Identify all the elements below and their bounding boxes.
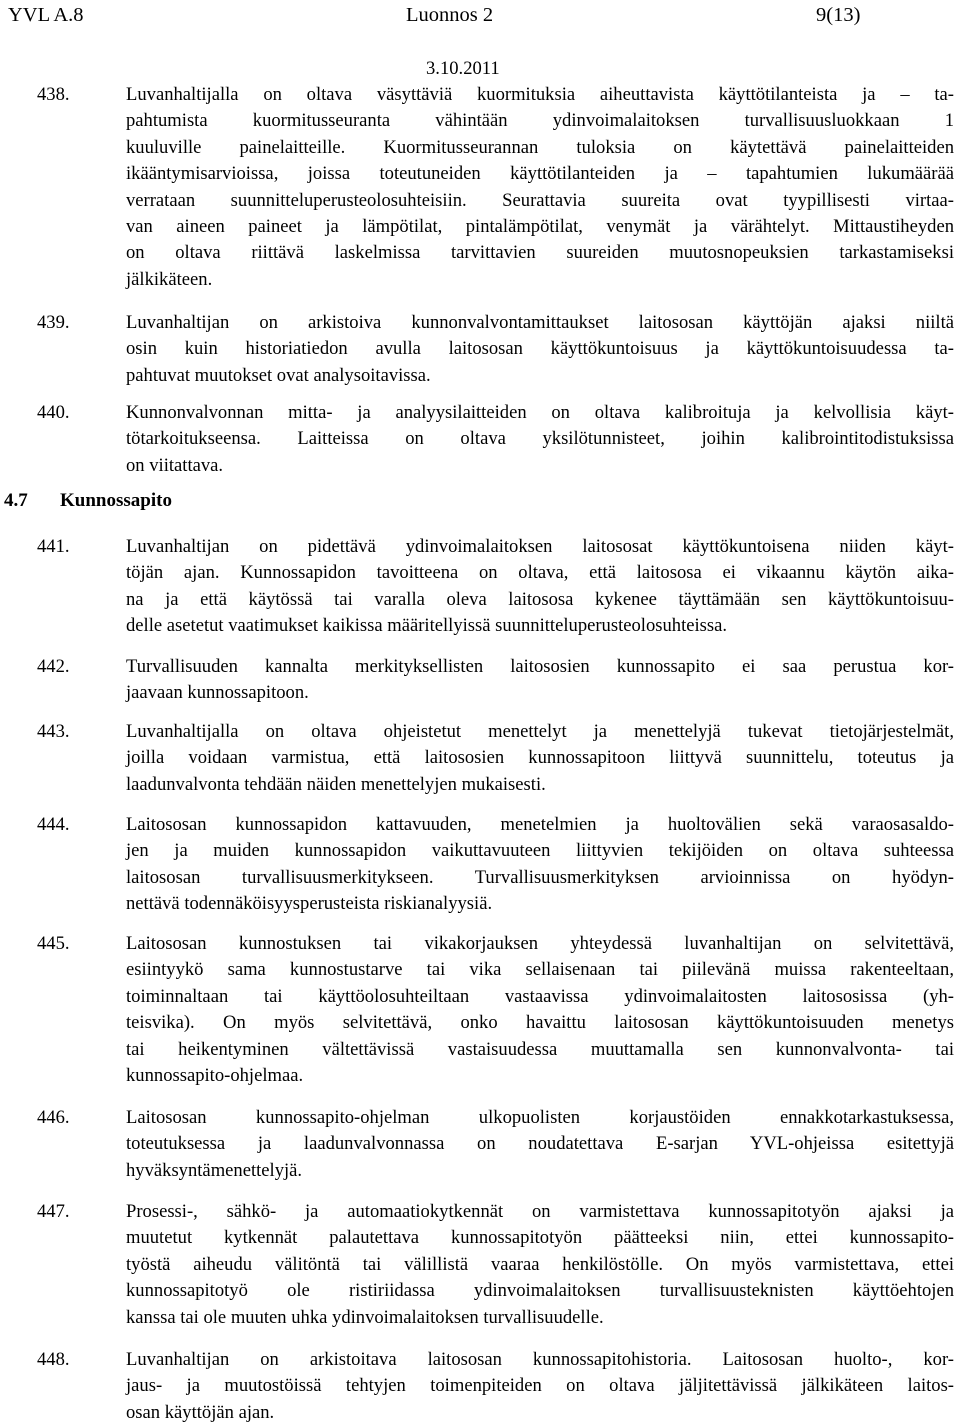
text-line: laadunvalvonta tehdään näiden menettelyjen mukaisesti. (126, 773, 546, 795)
paragraph-441 (0, 534, 960, 640)
text-line: toteutuksessa ja laadunvalvonnassa on noudatettava E-sarjan YVL-ohjeissa esitettyjä (126, 1133, 954, 1155)
paragraph-text (126, 400, 954, 479)
paragraph-number: 439. (37, 312, 70, 333)
paragraph-number: 447. (37, 1201, 70, 1222)
paragraph-445 (0, 931, 960, 1089)
text-line: kanssa tai ole muuten uhka ydinvoimalaitoksen turvallisuudelle. (126, 1306, 604, 1328)
text-line: verrataan suunnitteluperusteolosuhteisiin. Seurattavia suureita ovat tyypillisesti virtaa- (126, 189, 954, 211)
paragraph-444 (0, 812, 960, 918)
text-line: Prosessi-, sähkö- ja automaatiokytkennät on varmistettava kunnossapitotyön ajaksi ja (126, 1201, 954, 1222)
paragraph-447 (0, 1199, 960, 1331)
paragraph-number: 446. (37, 1107, 70, 1128)
text-line: on oltava riittävä laskelmissa tarvittavien suureiden muutosnopeuksien tarkastamiseksi (126, 242, 954, 264)
paragraph-text (126, 82, 954, 293)
text-line: kunnossapito-ohjelmaa. (126, 1065, 304, 1087)
paragraph-number: 438. (37, 84, 70, 105)
text-line: töjän ajan. Kunnossapidon tavoitteena on oltava, että laitososa ei vikaannu käytön aika- (126, 562, 954, 584)
paragraph-number: 448. (37, 1349, 70, 1370)
paragraph-443 (0, 719, 960, 798)
text-line: Turvallisuuden kannalta merkityksellisten laitososien kunnossapito ei saa perustua kor- (126, 656, 954, 677)
paragraph-text (126, 719, 954, 798)
paragraph-439 (0, 310, 960, 389)
paragraph-text (126, 1199, 954, 1331)
paragraph-440 (0, 400, 960, 479)
text-line: Luvanhaltijan on arkistoiva kunnonvalvontamittaukset laitososan käyttöjän ajaksi niiltä (126, 312, 954, 333)
paragraph-text (126, 310, 954, 389)
text-line: delle asetetut vaatimukset kaikissa määritellyissä suunnitteluperusteolosuhteissa. (126, 615, 728, 637)
text-line: hyväksyntämenettelyjä. (126, 1159, 303, 1181)
paragraph-number: 442. (37, 656, 70, 677)
text-line: nettävä todennäköisyysperusteista riskianalyysiä. (126, 893, 493, 915)
text-line: van aineen paineet ja lämpötilat, pintalämpötilat, venymät ja värähtelyt. Mittaustiheyden (126, 216, 954, 238)
text-line: on viitattava. (126, 454, 224, 476)
text-line: työstä aiheudu välitöntä tai välillistä vaaraa henkilöstölle. On myös varmistettava, ettei (126, 1253, 954, 1275)
text-line: kuuluville painelaitteille. Kuormitusseurannan tuloksia on käytettävä painelaitteiden (126, 136, 954, 158)
paragraph-number: 444. (37, 814, 70, 835)
paragraph-number: 441. (37, 536, 70, 557)
text-line: Luvanhaltijalla on oltava ohjeistetut menettelyt ja menettelyjä tukevat tietojärjestelmät, (126, 721, 954, 742)
text-line: Luvanhaltijan on pidettävä ydinvoimalaitoksen laitososat käyttökuntoisena niiden käyt- (126, 536, 954, 557)
paragraph-text (126, 931, 954, 1089)
draft-label: Luonnos 2 (406, 4, 494, 26)
paragraph-442 (0, 654, 960, 707)
document-date: 3.10.2011 (426, 58, 500, 79)
text-line: Luvanhaltijan on arkistoitava laitososan kunnossapitohistoria. Laitososan huolto-, kor- (126, 1349, 954, 1370)
paragraph-text (126, 654, 954, 707)
text-line: kunnossapitotyö ole ristiriidassa ydinvoimalaitoksen turvallisuusteknisten käyttöehtojen (126, 1280, 954, 1302)
paragraph-number: 440. (37, 402, 70, 423)
text-line: joilla voidaan varmistua, että laitososien kunnossapitoon liittyvä suunnittelu, toteutus ja (126, 747, 954, 769)
text-line: jälkikäteen. (126, 268, 213, 290)
text-line: jaus- ja muutostöissä tehtyjen toimenpiteiden on oltava jäljitettävissä jälkikäteen laitos- (126, 1375, 954, 1397)
paragraph-446 (0, 1105, 960, 1184)
page-header (8, 0, 960, 30)
text-line: Laitososan kunnossapidon kattavuuden, menetelmien ja huoltovälien sekä varaosasaldo- (126, 814, 954, 835)
text-line: laitososan turvallisuusmerkitykseen. Turvallisuusmerkityksen arvioinnissa on hyödyn- (126, 866, 954, 888)
text-line: Kunnonvalvonnan mitta- ja analyysilaitteiden on oltava kalibroituja ja kelvollisia käyt- (126, 402, 954, 423)
text-line: jaavaan kunnossapitoon. (126, 682, 309, 704)
text-line: pahtumista kuormitusseuranta vähintään ydinvoimalaitoksen turvallisuusluokkaan 1 (126, 110, 954, 132)
text-line: Luvanhaltijalla on oltava väsyttäviä kuormituksia aiheuttavista käyttötilanteista ja – ta- (126, 84, 954, 105)
text-line: muutetut kytkennät palautettava kunnossapitotyön päätteeksi niin, ettei kunnossapito- (126, 1227, 954, 1249)
text-line: tai heikentyminen vältettävissä vastaisuudessa muuttamalla sen kunnonvalvonta- tai (126, 1038, 954, 1060)
section-title: Kunnossapito (60, 490, 172, 511)
paragraph-text (126, 812, 954, 918)
text-line: Laitososan kunnostuksen tai vikakorjauksen yhteydessä luvanhaltijan on selvitettävä, (126, 933, 954, 954)
paragraph-448 (0, 1347, 960, 1426)
text-line: pahtuvat muutokset ovat analysoitavissa. (126, 364, 431, 386)
text-line: na ja että käytössä tai varalla oleva laitososa kykenee täyttämään sen käyttökuntoisuu- (126, 588, 954, 610)
text-line: jen ja muiden kunnossapidon vaikuttavuuteen liittyvien tekijöiden on oltava suhteessa (126, 840, 954, 862)
text-line: teisvika). On myös selvitettävä, onko havaittu laitososan käyttökuntoisuuden menetys (126, 1012, 954, 1034)
text-line: osan käyttöjän ajan. (126, 1401, 275, 1423)
paragraph-text (126, 1347, 954, 1426)
section-heading (4, 487, 172, 515)
document-code: YVL A.8 (8, 4, 84, 26)
text-line: Laitososan kunnossapito-ohjelman ulkopuolisten korjaustöiden ennakkotarkastuksessa, (126, 1107, 954, 1128)
paragraph-text (126, 1105, 954, 1184)
text-line: toiminnaltaan tai käyttöolosuhteiltaan vastaavissa ydinvoimalaitosten laitososissa (yh- (126, 985, 954, 1007)
text-line: osin kuin historiatiedon avulla laitososan käyttökuntoisuus ja käyttökuntoisuudessa ta- (126, 338, 954, 360)
section-number: 4.7 (4, 490, 28, 511)
text-line: tötarkoitukseensa. Laitteissa on oltava yksilötunnisteet, joihin kalibrointitodistuksissa (126, 428, 954, 450)
text-line: esiintyykö sama kunnostustarve tai vika sellaisenaan tai piilevänä muissa rakenteeltaan, (126, 959, 954, 981)
paragraph-number: 445. (37, 933, 70, 954)
paragraph-number: 443. (37, 721, 70, 742)
paragraph-text (126, 534, 954, 640)
text-line: ikääntymisarvioissa, joissa toteutuneiden käyttötilanteiden ja – tapahtumien lukumäärää (126, 163, 954, 185)
paragraph-438 (0, 82, 960, 293)
page-number: 9(13) (816, 4, 861, 26)
